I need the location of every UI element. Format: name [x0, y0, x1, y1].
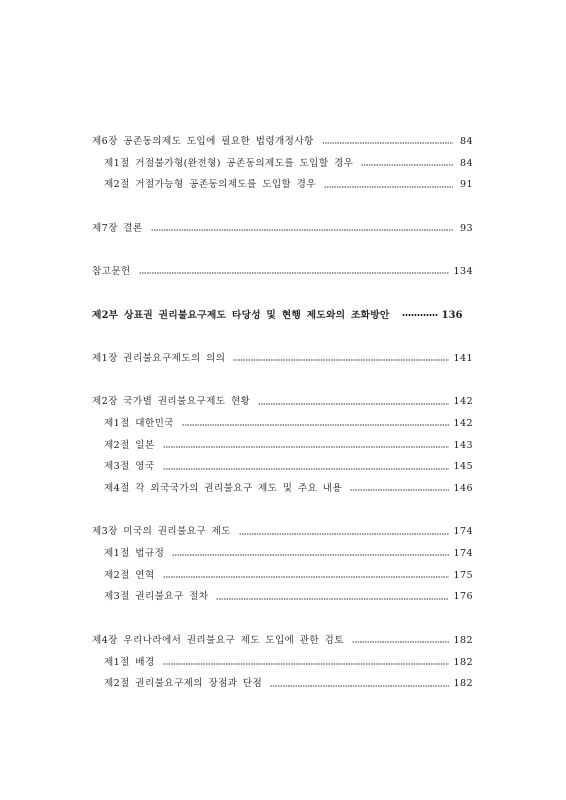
- toc-page-number: 93: [459, 222, 473, 234]
- dot-leader: [233, 359, 449, 361]
- toc-entry-title: 제1절 대한민국: [104, 417, 174, 429]
- toc-entry-title: 제2절 일본: [104, 439, 155, 451]
- dot-leader: [402, 314, 438, 316]
- toc-page-number: 91: [459, 179, 473, 191]
- toc-entry-title: 제1절 배경: [104, 656, 155, 668]
- toc-page-number: 174: [453, 526, 473, 538]
- dot-leader: [350, 489, 449, 491]
- dot-leader: [361, 164, 453, 166]
- section-spacer: [92, 370, 473, 392]
- toc-subentry[interactable]: [92, 413, 473, 435]
- toc-subentry[interactable]: [92, 565, 473, 587]
- dot-leader: [172, 554, 449, 556]
- toc-entry-title: 제4절 각 외국국가의 권리불요구 제도 및 주요 내용: [104, 483, 343, 494]
- toc-entry[interactable]: [92, 348, 473, 370]
- toc-subentry[interactable]: [92, 456, 473, 478]
- section-spacer: [92, 608, 473, 630]
- toc-entry-title: 제2절 연혁: [104, 569, 155, 581]
- toc-subentry[interactable]: [92, 153, 473, 175]
- dot-leader: [163, 663, 450, 665]
- toc-entry-title: 제2장 국가별 권리불요구제도 현황: [92, 396, 251, 408]
- toc-entry[interactable]: [92, 131, 473, 153]
- toc-entry[interactable]: [92, 218, 473, 240]
- toc-page-number: 142: [453, 396, 473, 408]
- section-spacer: [92, 196, 473, 218]
- toc-page-number: 143: [453, 439, 473, 451]
- toc-page-number: 134: [453, 266, 473, 278]
- toc-subentry[interactable]: [92, 652, 473, 674]
- dot-leader: [163, 468, 450, 470]
- toc-entry-title: 제3장 미국의 권리불요구 제도: [92, 526, 231, 538]
- toc-part-heading[interactable]: [92, 305, 473, 327]
- toc-entry-title: 제1장 권리불요구제도의 의의: [92, 352, 226, 364]
- dot-leader: [216, 598, 449, 600]
- section-spacer: [92, 239, 473, 261]
- toc-entry-title: 제4장 우리나라에서 권리불요구 제도 도입에 관한 검토: [92, 634, 344, 646]
- toc-entry-title: 제2부 상표권 권리불요구제도 타당성 및 현행 제도와의 조화방안: [92, 309, 390, 321]
- table-of-contents: [92, 131, 473, 695]
- toc-entry[interactable]: [92, 521, 473, 543]
- dot-leader: [151, 229, 453, 231]
- dot-leader: [322, 142, 453, 144]
- toc-page-number: 84: [459, 136, 473, 147]
- toc-page-number: 136: [441, 309, 463, 321]
- toc-subentry[interactable]: [92, 586, 473, 608]
- toc-page-number: 182: [453, 634, 473, 646]
- toc-page-number: 141: [453, 352, 473, 364]
- dot-leader: [270, 685, 449, 687]
- dot-leader: [163, 576, 450, 578]
- toc-subentry[interactable]: [92, 543, 473, 565]
- toc-entry[interactable]: [92, 630, 473, 652]
- toc-page-number: 142: [453, 417, 473, 429]
- section-spacer: [92, 283, 473, 305]
- section-spacer: [92, 326, 473, 348]
- toc-entry-title: 참고문헌: [92, 266, 131, 278]
- toc-page-number: 182: [453, 678, 473, 690]
- toc-page-number: 174: [453, 548, 473, 560]
- toc-page-number: 146: [453, 483, 473, 494]
- toc-entry[interactable]: [92, 261, 473, 283]
- toc-subentry[interactable]: [92, 478, 473, 500]
- toc-page-number: 145: [453, 461, 473, 473]
- dot-leader: [163, 446, 450, 448]
- dot-leader: [182, 424, 450, 426]
- toc-entry-title: 제7장 결론: [92, 222, 143, 234]
- toc-page-number: 182: [453, 656, 473, 668]
- toc-subentry[interactable]: [92, 435, 473, 457]
- toc-entry[interactable]: [92, 391, 473, 413]
- toc-page-number: 176: [453, 591, 473, 603]
- toc-entry-title: 제2절 거절가능형 공존동의제도를 도입할 경우: [104, 179, 316, 191]
- dot-leader: [239, 533, 450, 535]
- toc-entry-title: 제6장 공존동의제도 도입에 필요한 법령개정사항: [92, 136, 314, 147]
- toc-entry-title: 제1절 거절불가형(완전형) 공존동의제도를 도입할 경우: [104, 157, 354, 169]
- dot-leader: [352, 641, 450, 643]
- section-spacer: [92, 500, 473, 522]
- toc-entry-title: 제1절 법규정: [104, 548, 165, 560]
- dot-leader: [258, 403, 449, 405]
- dot-leader: [324, 186, 453, 188]
- toc-subentry[interactable]: [92, 673, 473, 695]
- dot-leader: [139, 272, 450, 274]
- toc-subentry[interactable]: [92, 174, 473, 196]
- toc-entry-title: 제3절 권리불요구 절차: [104, 591, 209, 603]
- toc-entry-title: 제2절 권리불요구제의 장점과 단점: [104, 678, 263, 690]
- toc-page-number: 84: [459, 157, 473, 169]
- toc-page-number: 175: [453, 569, 473, 581]
- toc-entry-title: 제3절 영국: [104, 461, 155, 473]
